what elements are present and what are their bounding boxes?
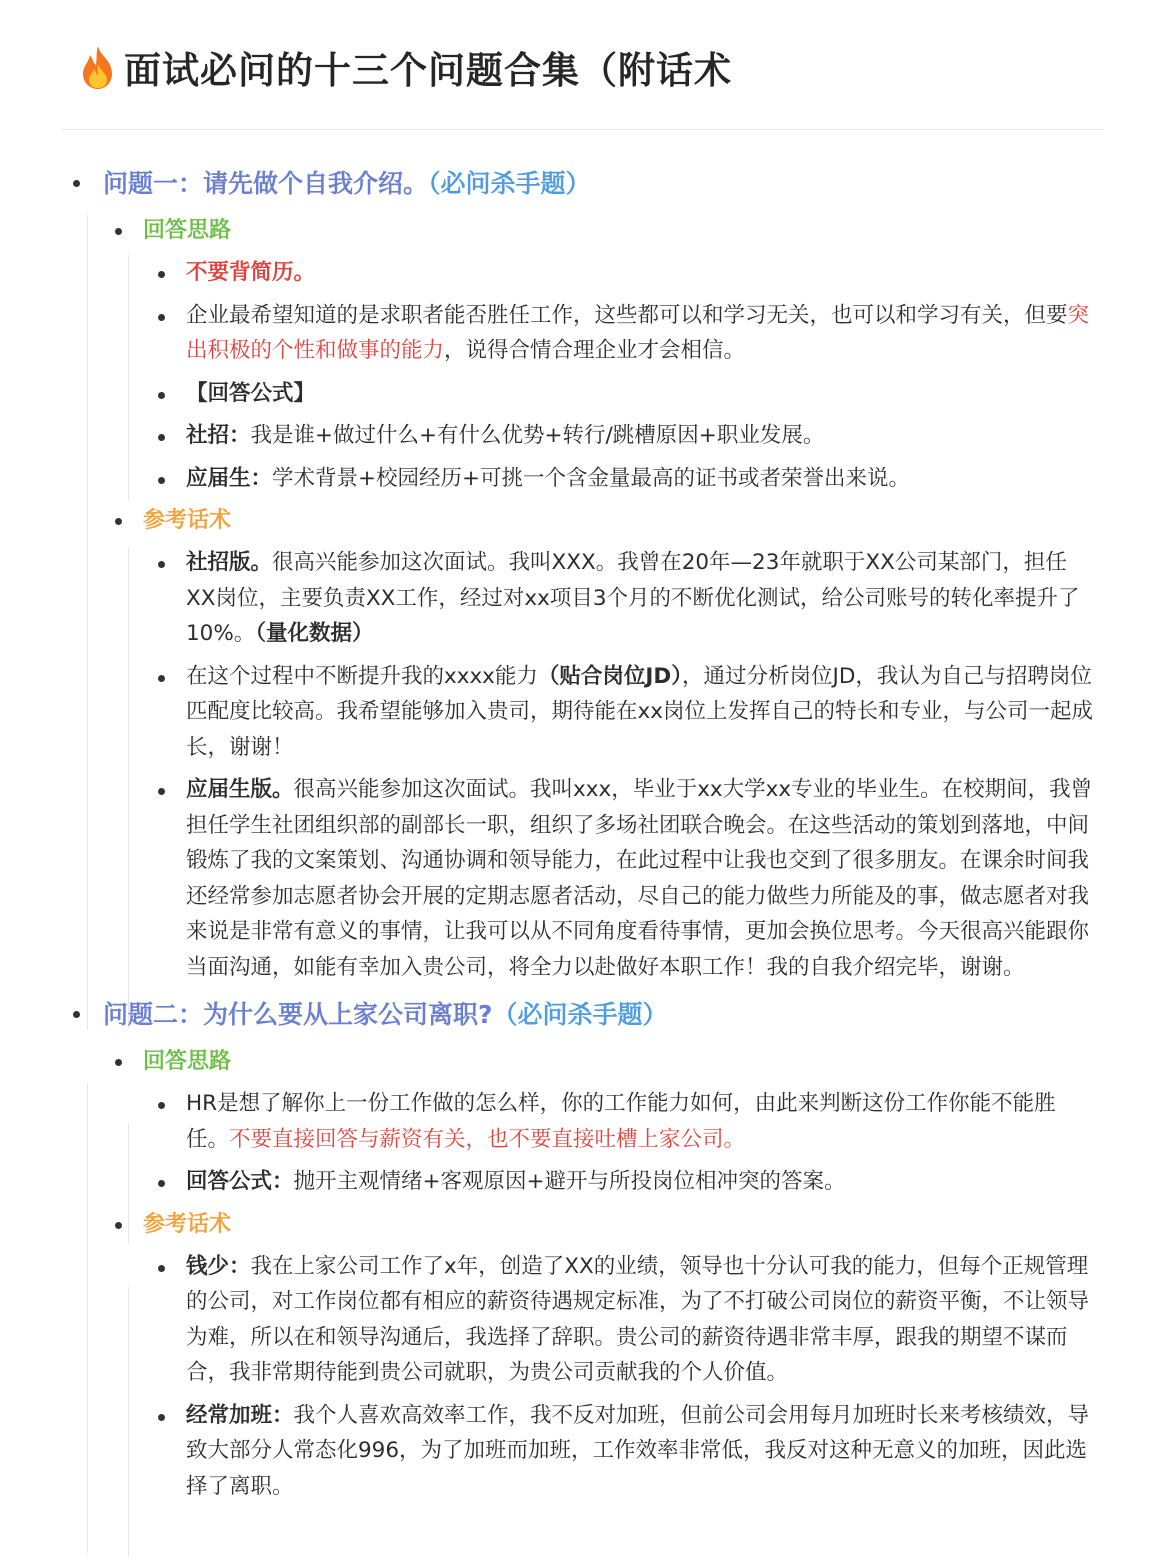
section-label: 参考话术 — [143, 1211, 232, 1237]
fire-icon — [78, 44, 118, 90]
bullet — [158, 1265, 165, 1272]
question-title: 问题二：为什么要从上家公司离职?（必问杀手题） — [103, 1000, 668, 1029]
bullet — [158, 561, 165, 568]
bullet — [158, 314, 165, 321]
section-answer-thinking — [0, 1041, 1169, 1083]
bullet — [158, 271, 165, 278]
bullet — [158, 477, 165, 484]
bullet — [73, 1011, 80, 1018]
question-2 — [0, 989, 1169, 1041]
question-1 — [0, 158, 1169, 210]
list-item: 应届生版。很高兴能参加这次面试。我叫xxx，毕业于xx大学xx专业的毕业生。在校期间，我曾担任学生社团组织部的副部长一职，组织了多场社团联合晚会。在这些活动的策划到落地，中间锻炼了我的文案策划、沟通协调和领导能力，在此过程中让我也交到了很多朋友。在课余时间我还经常参加志愿者协会开展的定期志愿者活动，尽自己的能力做些力所能及的事，做志愿者对我来说是非常有意义的事情，让我可以从不同角度看待事情，更加会换位思考。今天很高兴能跟你当面沟通，如能有幸加入贵公司，将全力以赴做好本职工作！我的自我介绍完毕，谢谢。 — [0, 769, 1096, 989]
bullet — [158, 788, 165, 795]
section-label: 回答思路 — [143, 218, 232, 243]
bullet — [115, 228, 122, 235]
list-item: 经常加班：我个人喜欢高效率工作，我不反对加班，但前公司会用每月加班时长来考核绩效，导致大部分人常态化996，为了加班而加班，工作效率非常低，我反对这种无意义的加班，因此选择了离职。 — [0, 1395, 1096, 1509]
bullet — [158, 1414, 165, 1421]
list-item: 回答公式：抛开主观情绪+客观原因+避开与所投岗位相冲突的答案。 — [0, 1161, 1096, 1204]
section-label: 回答思路 — [143, 1049, 232, 1074]
section-reference-script — [0, 500, 1169, 542]
bullet — [158, 675, 165, 682]
section-answer-thinking — [0, 210, 1169, 252]
page-title: 面试必问的十三个问题合集（附话术 — [124, 49, 732, 92]
bullet — [158, 392, 165, 399]
list-item: 不要背简历。 — [0, 252, 1096, 295]
bullet — [73, 180, 80, 187]
killer-tag: （必问杀手题） — [492, 1000, 668, 1029]
bullet — [158, 1180, 165, 1187]
list-item: 社招版。很高兴能参加这次面试。我叫XXX。我曾在20年—23年就职于XX公司某部门，担任XX岗位，主要负责XX工作，经过对xx项目3个月的不断优化测试，给公司账号的转化率提升了 10%。（量化数据） — [0, 542, 1096, 656]
list-item: 在这个过程中不断提升我的xxxx能力（贴合岗位JD），通过分析岗位JD，我认为自己与招聘岗位匹配度比较高。我希望能够加入贵司，期待能在xx岗位上发挥自己的特长和专业，与公司一起成长，谢谢！ — [0, 656, 1096, 770]
section-reference-script — [0, 1204, 1169, 1246]
list-item: 【回答公式】 — [0, 373, 1096, 416]
list-item: 应届生：学术背景+校园经历+可挑一个含金量最高的证书或者荣誉出来说。 — [0, 458, 1096, 501]
divider — [62, 129, 1104, 130]
bullet — [115, 518, 122, 525]
section-label: 参考话术 — [143, 508, 232, 533]
bullet — [158, 434, 165, 441]
title-row — [78, 36, 732, 98]
list-item: 钱少：我在上家公司工作了x年，创造了XX的业绩，领导也十分认可我的能力，但每个正规管理的公司，对工作岗位都有相应的薪资待遇规定标准，为了不打破公司岗位的薪资平衡，不让领导为难，所以在和领导沟通后，我选择了辞职。贵公司的薪资待遇非常丰厚，跟我的期望不谋而合，我非常期待能到贵公司就职，为贵公司贡献我的个人价值。 — [0, 1246, 1096, 1395]
list-item: 企业最希望知道的是求职者能否胜任工作，这些都可以和学习无关，也可以和学习有关，但要突出积极的个性和做事的能力，说得合情合理企业才会相信。 — [0, 295, 1096, 373]
list-item: 社招：我是谁+做过什么+有什么优势+转行/跳槽原因+职业发展。 — [0, 415, 1096, 458]
bullet — [115, 1222, 122, 1229]
list-item: HR是想了解你上一份工作做的怎么样，你的工作能力如何，由此来判断这份工作你能不能胜任。不要直接回答与薪资有关，也不要直接吐槽上家公司。 — [0, 1083, 1096, 1161]
content — [0, 158, 1169, 1508]
bullet — [158, 1102, 165, 1109]
killer-tag: （必问杀手题） — [428, 169, 591, 198]
bullet — [115, 1059, 122, 1066]
question-title: 问题一：请先做个自我介绍。（必问杀手题） — [103, 169, 591, 198]
